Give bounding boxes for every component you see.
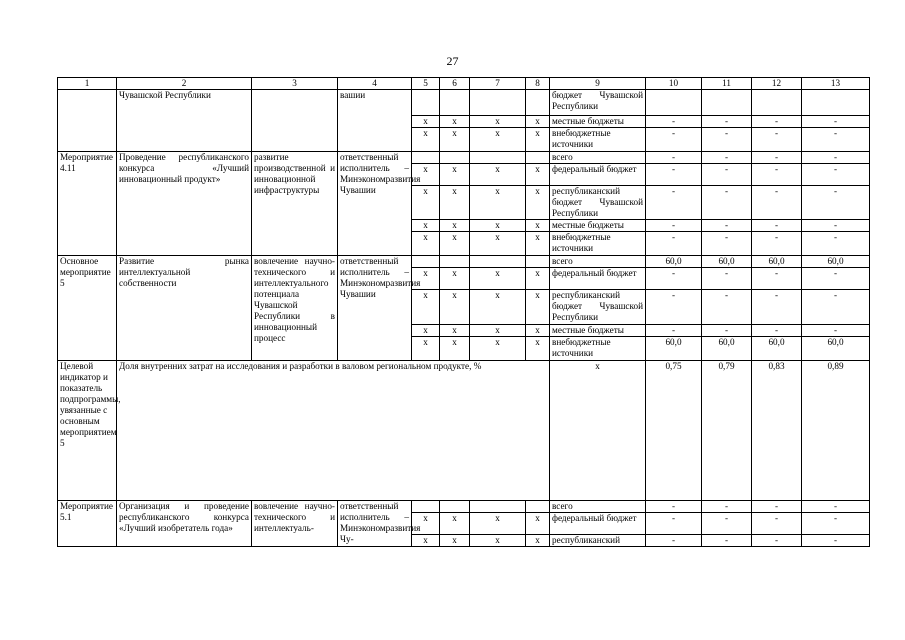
amount-cell: -: [802, 186, 870, 220]
code-cell: x: [412, 290, 440, 325]
amount-cell: -: [702, 186, 752, 220]
amount-cell: -: [802, 220, 870, 232]
executor-cell: ответственный исполнитель – Минэкономразвития Чувашии: [338, 256, 412, 361]
indicator-value-cell: 0,75: [646, 361, 702, 501]
amount-cell: -: [646, 535, 702, 547]
amount-cell: 60,0: [702, 337, 752, 361]
amount-cell: -: [802, 501, 870, 513]
column-numbers-row: [58, 78, 870, 90]
code-cell: x: [526, 290, 550, 325]
measure-title-cell: Чувашской Республики: [117, 90, 252, 152]
code-cell: x: [412, 325, 440, 337]
measure-name-cell: Мероприятие 5.1: [58, 501, 117, 547]
amount-cell: -: [802, 164, 870, 186]
code-cell: x: [526, 325, 550, 337]
code-cell: x: [470, 164, 526, 186]
amount-cell: -: [702, 220, 752, 232]
funding-source-cell: местные бюджеты: [550, 116, 646, 128]
amount-cell: -: [646, 501, 702, 513]
amount-cell: -: [646, 116, 702, 128]
funding-source-cell: республиканский бюджет Чувашской Республики: [550, 290, 646, 325]
amount-cell: -: [802, 152, 870, 164]
amount-cell: -: [646, 220, 702, 232]
amount-cell: -: [646, 513, 702, 535]
amount-cell: -: [646, 290, 702, 325]
indicator-row: [58, 361, 870, 501]
code-cell: x: [470, 337, 526, 361]
code-cell: x: [440, 268, 470, 290]
amount-cell: -: [646, 325, 702, 337]
code-cell: x: [526, 337, 550, 361]
executor-cell: ответственный исполнитель – Минэкономразвития Чу-: [338, 501, 412, 547]
goal-cell: вовлечение научно-технического и интеллектуаль-: [252, 501, 338, 547]
indicator-value-cell: 0,79: [702, 361, 752, 501]
table-row: [58, 152, 870, 164]
funding-source-cell: всего: [550, 256, 646, 268]
code-cell: x: [526, 535, 550, 547]
amount-cell: -: [702, 535, 752, 547]
goal-cell: [252, 90, 338, 152]
code-cell: x: [526, 186, 550, 220]
amount-cell: -: [752, 128, 802, 152]
amount-cell: -: [752, 220, 802, 232]
table-row: [58, 501, 870, 513]
amount-cell: -: [752, 164, 802, 186]
amount-cell: -: [802, 290, 870, 325]
table-body: [58, 78, 870, 547]
table-row: [58, 256, 870, 268]
amount-cell: -: [702, 164, 752, 186]
code-cell: [440, 256, 470, 268]
code-cell: [412, 152, 440, 164]
code-cell: x: [412, 164, 440, 186]
code-cell: [412, 256, 440, 268]
indicator-code-cell: x: [550, 361, 646, 501]
code-cell: x: [470, 220, 526, 232]
funding-source-cell: федеральный бюджет: [550, 164, 646, 186]
indicator-text-cell: Доля внутренних затрат на исследования и разработки в валовом региональном продукте, %: [117, 361, 550, 501]
measure-title-cell: Организация и проведение республиканского конкурса «Лучший изобретатель года»: [117, 501, 252, 547]
amount-cell: [802, 90, 870, 116]
amount-cell: -: [702, 268, 752, 290]
amount-cell: -: [646, 186, 702, 220]
code-cell: x: [440, 325, 470, 337]
amount-cell: 60,0: [802, 337, 870, 361]
code-cell: [526, 501, 550, 513]
code-cell: x: [526, 268, 550, 290]
code-cell: x: [526, 513, 550, 535]
goal-cell: развитие производственной и инновационной инфраструктуры: [252, 152, 338, 256]
code-cell: [526, 256, 550, 268]
indicator-value-cell: 0,83: [752, 361, 802, 501]
page-number: 27: [446, 54, 459, 68]
col-number: 9: [550, 78, 646, 90]
amount-cell: -: [702, 128, 752, 152]
code-cell: [412, 501, 440, 513]
code-cell: [470, 152, 526, 164]
measure-title-cell: Развитие рынка интеллектуальной собственности: [117, 256, 252, 361]
amount-cell: -: [702, 501, 752, 513]
amount-cell: -: [802, 325, 870, 337]
measure-title-cell: Проведение республиканского конкурса «Лучший инновационный продукт»: [117, 152, 252, 256]
code-cell: [526, 152, 550, 164]
amount-cell: -: [702, 232, 752, 256]
code-cell: [470, 90, 526, 116]
amount-cell: 60,0: [802, 256, 870, 268]
amount-cell: [646, 90, 702, 116]
code-cell: x: [440, 535, 470, 547]
amount-cell: -: [752, 535, 802, 547]
table-row: [58, 90, 870, 116]
code-cell: x: [412, 232, 440, 256]
funding-source-cell: внебюджетные источники: [550, 337, 646, 361]
amount-cell: -: [702, 325, 752, 337]
code-cell: [470, 256, 526, 268]
funding-source-cell: всего: [550, 501, 646, 513]
col-number: 1: [58, 78, 117, 90]
code-cell: x: [470, 232, 526, 256]
amount-cell: -: [802, 268, 870, 290]
code-cell: x: [412, 513, 440, 535]
col-number: 3: [252, 78, 338, 90]
funding-source-cell: республиканский бюджет Чувашской Республики: [550, 186, 646, 220]
code-cell: x: [470, 535, 526, 547]
col-number: 7: [470, 78, 526, 90]
funding-source-cell: внебюджетные источники: [550, 128, 646, 152]
amount-cell: -: [752, 186, 802, 220]
amount-cell: 60,0: [646, 256, 702, 268]
amount-cell: -: [702, 513, 752, 535]
amount-cell: -: [702, 116, 752, 128]
code-cell: x: [440, 186, 470, 220]
amount-cell: -: [646, 152, 702, 164]
code-cell: x: [470, 186, 526, 220]
amount-cell: -: [752, 116, 802, 128]
code-cell: [526, 90, 550, 116]
funding-source-cell: федеральный бюджет: [550, 268, 646, 290]
code-cell: [440, 90, 470, 116]
amount-cell: [752, 90, 802, 116]
code-cell: [470, 501, 526, 513]
amount-cell: -: [752, 232, 802, 256]
amount-cell: 60,0: [702, 256, 752, 268]
col-number: 13: [802, 78, 870, 90]
measure-name-cell: Мероприятие 4.11: [58, 152, 117, 256]
amount-cell: -: [646, 164, 702, 186]
amount-cell: -: [752, 513, 802, 535]
code-cell: x: [440, 220, 470, 232]
amount-cell: 60,0: [752, 337, 802, 361]
code-cell: x: [470, 268, 526, 290]
amount-cell: -: [702, 290, 752, 325]
amount-cell: -: [646, 268, 702, 290]
col-number: 11: [702, 78, 752, 90]
code-cell: x: [412, 186, 440, 220]
funding-source-cell: внебюджетные источники: [550, 232, 646, 256]
code-cell: x: [470, 513, 526, 535]
code-cell: x: [440, 116, 470, 128]
amount-cell: -: [646, 232, 702, 256]
amount-cell: -: [752, 268, 802, 290]
code-cell: x: [440, 337, 470, 361]
amount-cell: -: [752, 501, 802, 513]
col-number: 10: [646, 78, 702, 90]
code-cell: x: [526, 164, 550, 186]
amount-cell: -: [802, 232, 870, 256]
code-cell: x: [440, 128, 470, 152]
amount-cell: -: [802, 128, 870, 152]
code-cell: x: [412, 268, 440, 290]
code-cell: x: [412, 128, 440, 152]
amount-cell: -: [646, 128, 702, 152]
funding-source-cell: республиканский: [550, 535, 646, 547]
executor-cell: вашии: [338, 90, 412, 152]
amount-cell: -: [752, 152, 802, 164]
measure-name-cell: Основное мероприятие 5: [58, 256, 117, 361]
code-cell: [440, 152, 470, 164]
amount-cell: -: [752, 290, 802, 325]
code-cell: x: [470, 116, 526, 128]
code-cell: x: [470, 290, 526, 325]
code-cell: x: [526, 220, 550, 232]
col-number: 12: [752, 78, 802, 90]
funding-source-cell: местные бюджеты: [550, 325, 646, 337]
goal-cell: вовлечение научно-технического и интеллектуального потенциала Чувашской Республики в инновационный процесс: [252, 256, 338, 361]
funding-source-cell: всего: [550, 152, 646, 164]
col-number: 4: [338, 78, 412, 90]
amount-cell: [702, 90, 752, 116]
amount-cell: -: [752, 325, 802, 337]
code-cell: x: [470, 128, 526, 152]
col-number: 8: [526, 78, 550, 90]
amount-cell: 60,0: [646, 337, 702, 361]
code-cell: x: [526, 116, 550, 128]
col-number: 2: [117, 78, 252, 90]
funding-source-cell: бюджет Чувашской Республики: [550, 90, 646, 116]
amount-cell: -: [802, 116, 870, 128]
col-number: 5: [412, 78, 440, 90]
amount-cell: 60,0: [752, 256, 802, 268]
indicator-value-cell: 0,89: [802, 361, 870, 501]
code-cell: x: [412, 220, 440, 232]
code-cell: x: [412, 116, 440, 128]
code-cell: x: [440, 513, 470, 535]
code-cell: x: [412, 337, 440, 361]
funding-source-cell: федеральный бюджет: [550, 513, 646, 535]
code-cell: x: [526, 128, 550, 152]
financing-table: [57, 77, 870, 547]
amount-cell: -: [802, 513, 870, 535]
indicator-label-cell: Целевой индикатор и показатель подпрограммы, увязанные с основным мероприятием 5: [58, 361, 117, 501]
amount-cell: -: [802, 535, 870, 547]
amount-cell: -: [702, 152, 752, 164]
code-cell: x: [470, 325, 526, 337]
code-cell: x: [412, 535, 440, 547]
code-cell: x: [440, 290, 470, 325]
code-cell: [440, 501, 470, 513]
funding-source-cell: местные бюджеты: [550, 220, 646, 232]
code-cell: x: [440, 164, 470, 186]
code-cell: x: [440, 232, 470, 256]
col-number: 6: [440, 78, 470, 90]
code-cell: [412, 90, 440, 116]
code-cell: x: [526, 232, 550, 256]
measure-name-cell: [58, 90, 117, 152]
executor-cell: ответственный исполнитель – Минэкономразвития Чувашии: [338, 152, 412, 256]
